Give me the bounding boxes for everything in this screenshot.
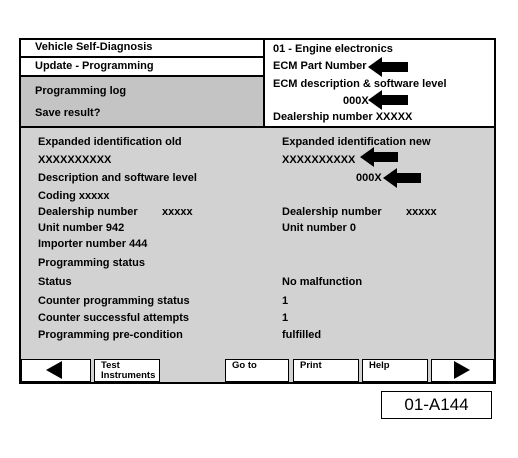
test-instruments-button[interactable] — [94, 359, 160, 382]
counter-successful-value: 1 — [282, 312, 289, 324]
software-level-value: 000X — [343, 95, 369, 107]
dealer-old-value: xxxxx — [162, 206, 193, 218]
old-id-heading: Expanded identification old — [38, 136, 182, 148]
goto-label: Go to — [232, 360, 257, 371]
counter-programming-value: 1 — [282, 295, 289, 307]
print-button[interactable] — [293, 359, 359, 382]
unit-number-new: Unit number 0 — [282, 222, 356, 234]
counter-programming-label: Counter programming status — [38, 295, 190, 307]
test-instruments-label-line2: Instruments — [101, 370, 156, 381]
test-instruments-label-line1: Test — [101, 360, 120, 371]
new-id-value: XXXXXXXXXX — [282, 154, 356, 166]
importer-number: Importer number 444 — [38, 238, 148, 250]
help-label: Help — [369, 360, 390, 371]
menu-item-update-programming[interactable] — [21, 58, 263, 77]
header-menu — [21, 40, 263, 126]
module-name: 01 - Engine electronics — [273, 43, 393, 55]
programming-status-heading: Programming status — [38, 257, 145, 269]
dealer-new-value: xxxxx — [406, 206, 437, 218]
figure-caption: 01-A144 — [381, 391, 492, 419]
new-software-level: 000X — [356, 172, 382, 184]
title-bar — [21, 40, 263, 58]
new-id-heading: Expanded identification new — [282, 136, 431, 148]
dealer-old-label: Dealership number — [38, 206, 138, 218]
button-bar — [21, 357, 494, 382]
precondition-value: fulfilled — [282, 329, 322, 341]
module-info-panel — [263, 40, 494, 126]
arrow-pointer-icon — [360, 147, 398, 167]
status-value: No malfunction — [282, 276, 363, 288]
arrow-pointer-icon — [383, 168, 421, 188]
precondition-label: Programming pre-condition — [38, 329, 183, 341]
goto-button[interactable] — [225, 359, 289, 382]
back-button[interactable] — [21, 359, 91, 382]
submenu-panel — [21, 77, 263, 126]
description-label: Description and software level — [38, 172, 197, 184]
submenu-save-result[interactable]: Save result? — [35, 107, 101, 119]
dealership-number: Dealership number XXXXX — [273, 111, 413, 123]
status-label: Status — [38, 276, 72, 288]
submenu-programming-log[interactable]: Programming log — [35, 85, 127, 97]
arrow-pointer-icon — [368, 90, 408, 110]
forward-button[interactable] — [431, 359, 494, 382]
print-label: Print — [300, 360, 322, 371]
arrow-left-icon — [22, 360, 89, 380]
screen-title: Vehicle Self-Diagnosis — [35, 41, 153, 53]
old-id-value: XXXXXXXXXX — [38, 154, 112, 166]
divider — [21, 126, 494, 128]
counter-successful-label: Counter successful attempts — [38, 312, 189, 324]
unit-number-old: Unit number 942 — [38, 222, 125, 234]
arrow-right-icon — [432, 360, 492, 380]
ecm-description-label: ECM description & software level — [273, 78, 447, 90]
ecm-part-number-label: ECM Part Number — [273, 60, 367, 72]
coding-value: Coding xxxxx — [38, 190, 110, 202]
help-button[interactable] — [362, 359, 428, 382]
dealer-new-label: Dealership number — [282, 206, 382, 218]
arrow-pointer-icon — [368, 57, 408, 77]
menu-item-label: Update - Programming — [35, 60, 154, 72]
